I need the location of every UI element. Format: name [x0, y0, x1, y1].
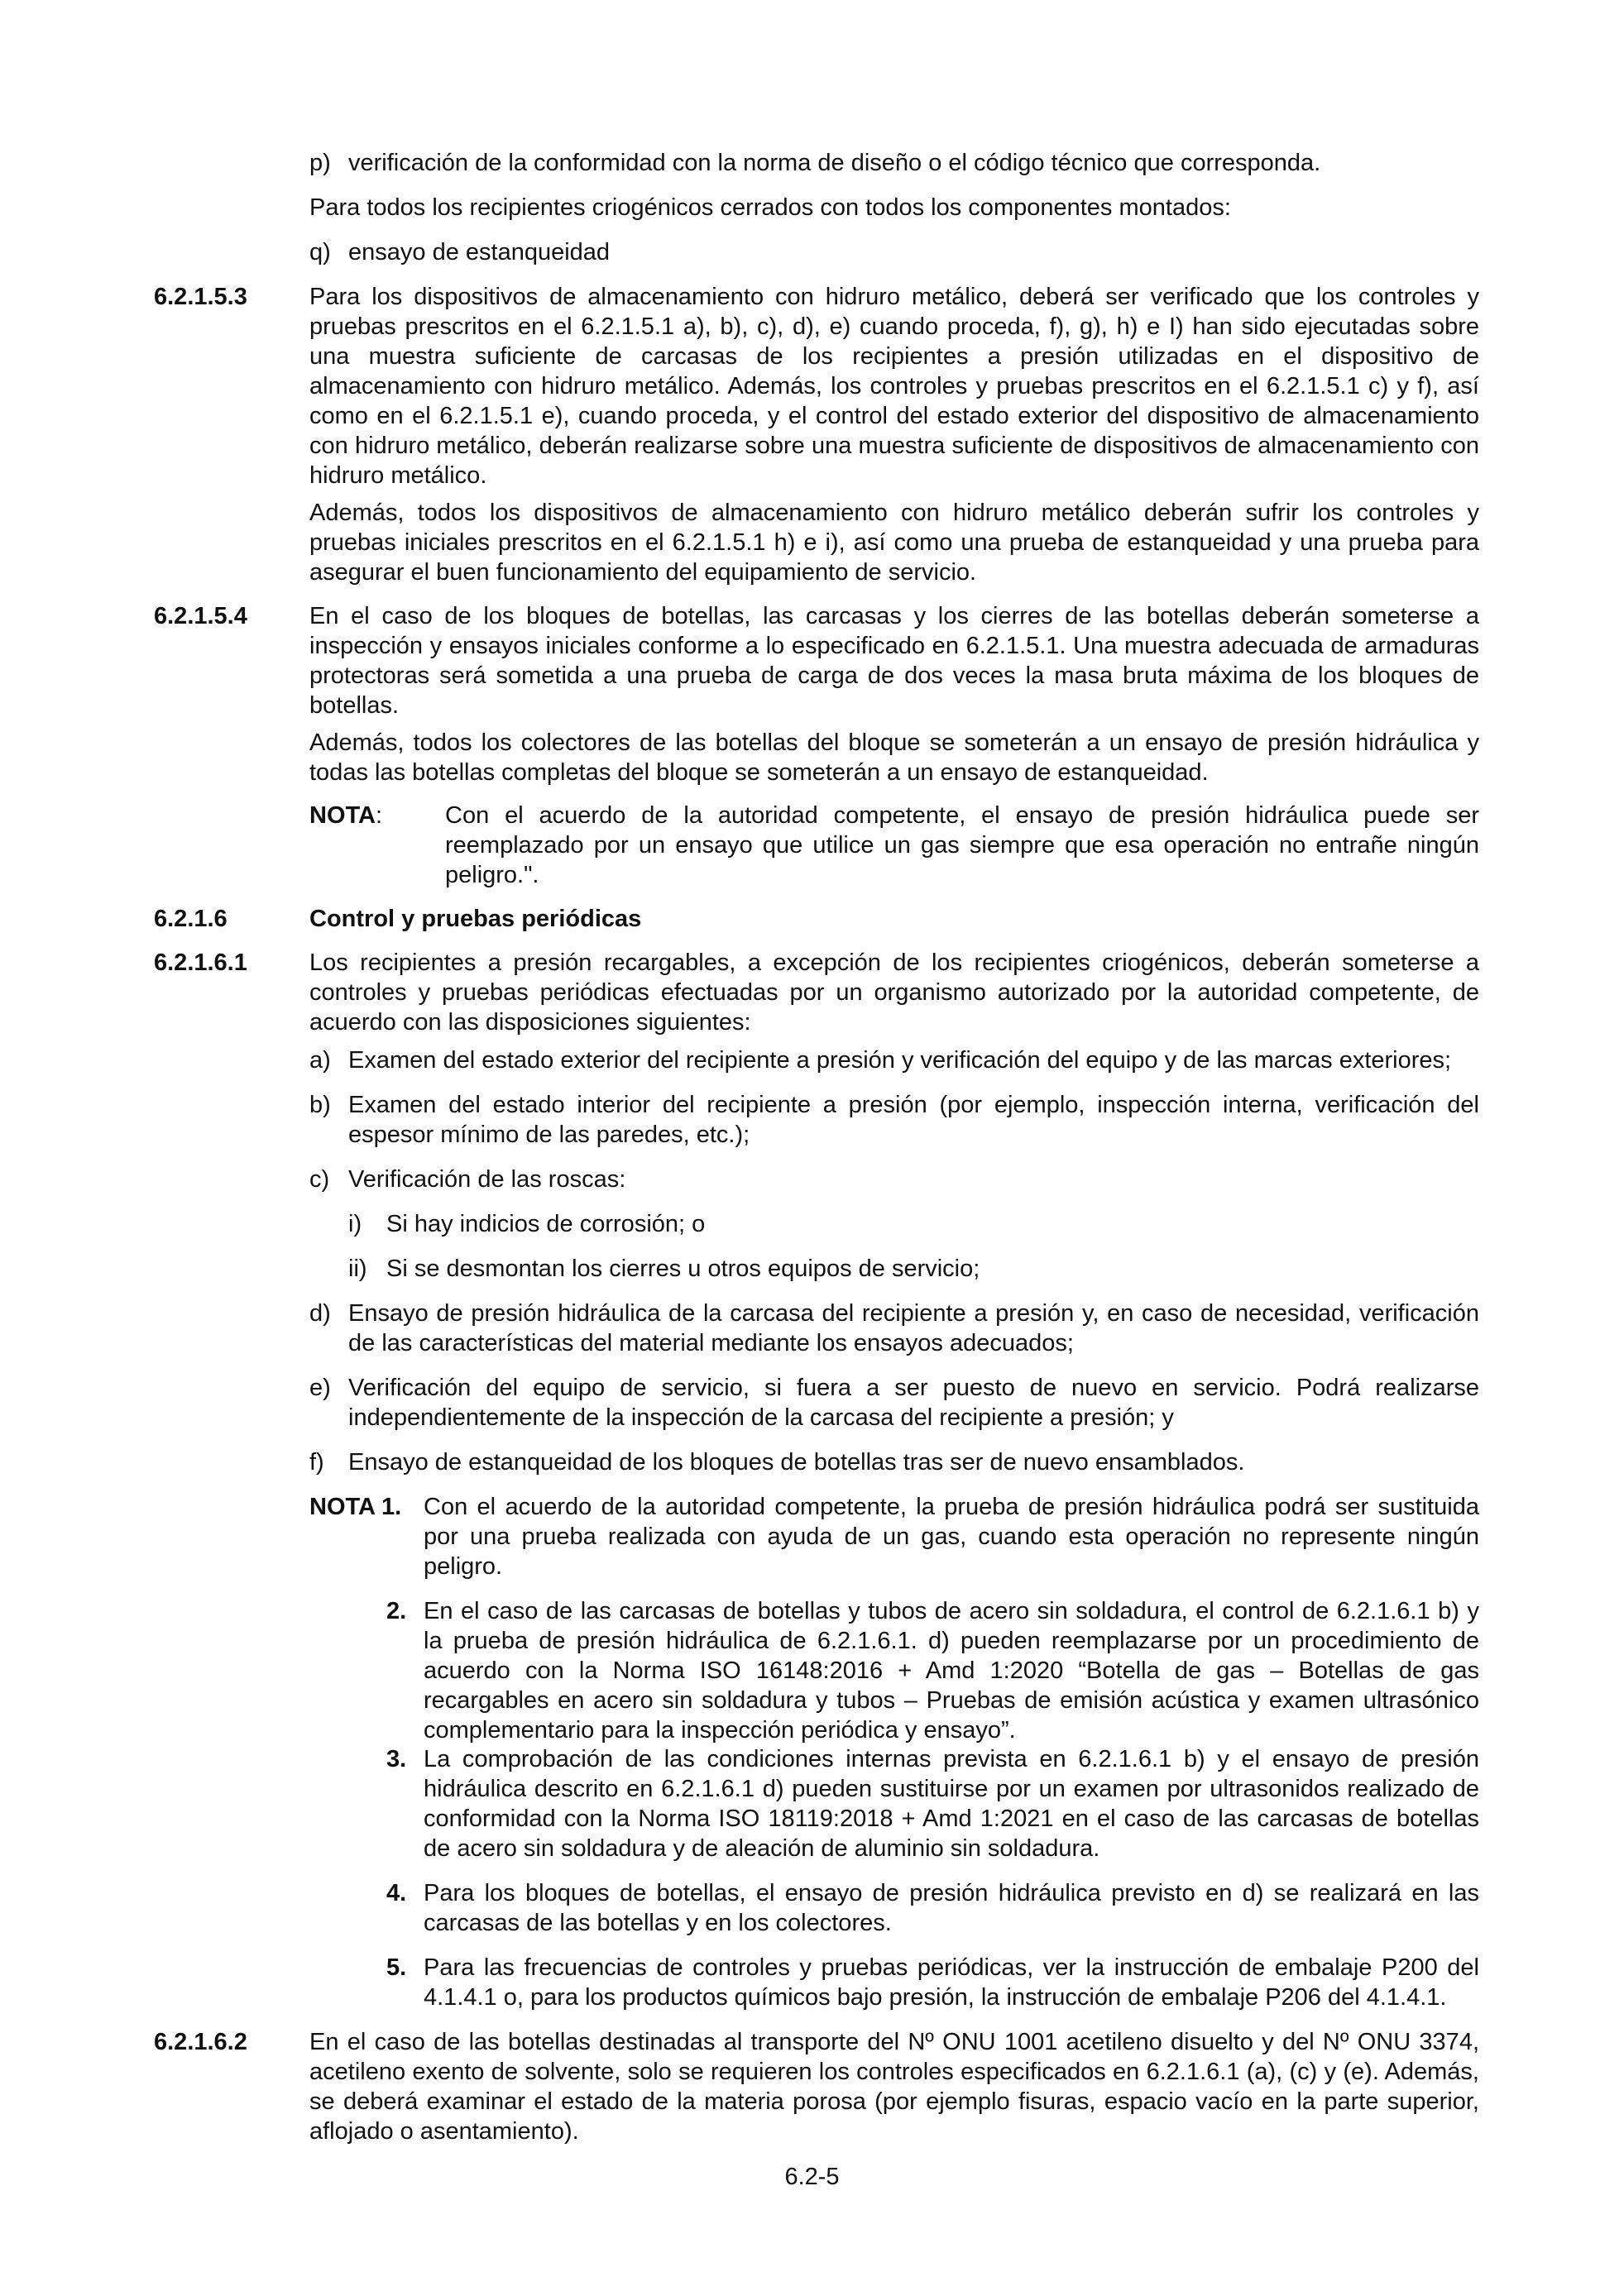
section-number: 6.2.1.5.4	[154, 603, 247, 629]
item-label: e)	[309, 1375, 331, 1401]
section-number: 6.2.1.6	[154, 906, 228, 932]
item-text: Verificación de las roscas:	[348, 1166, 626, 1193]
item-label: a)	[309, 1047, 331, 1074]
item-label: c)	[309, 1166, 330, 1193]
subitem-text: Si se desmontan los cierres u otros equipos de servicio;	[386, 1256, 980, 1282]
note-number: 5.	[386, 1954, 407, 1981]
paragraph: Para los dispositivos de almacenamiento con hidruro metálico, deberá ser verificado que los controles y pruebas prescritos en el 6.2.1.5.1 a), b), c), d), e) cuando proceda, f), g), h) e I) han sido ejecutadas sobre una muestra suficiente de carcasas de los recipientes a presión utilizadas en el dispositivo de almacenamiento con hidruro metálico. Además, los controles y pruebas prescritos en el 6.2.1.5.1 c) y f), así como en el 6.2.1.5.1 e), cuando proceda, y el control del estado exterior del dispositivo de almacenamiento con hidruro metálico, deberán realizarse sobre una muestra suficiente de dispositivos de almacenamiento con hidruro metálico.	[309, 284, 1479, 489]
section-title: Control y pruebas periódicas	[309, 906, 642, 932]
page-number: 6.2-5	[784, 2164, 840, 2190]
note-number: 3.	[386, 1746, 407, 1772]
note-text: En el caso de las carcasas de botellas y tubos de acero sin soldadura, el control de 6.2.1.6.1 b) y la prueba de presión hidráulica de 6.2.1.6.1. d) pueden reemplazarse por un procedimiento de acuerdo con la Norma ISO 16148:2016 + Amd 1:2020 “Botella de gas – Botellas de gas recargables en acero sin soldadura y tubos – Pruebas de emisión acústica y examen ultrasónico complementario para la inspección periódica y ensayo”.	[424, 1598, 1479, 1744]
note-colon: :	[376, 802, 383, 829]
item-label: d)	[309, 1300, 331, 1327]
note-text: Con el acuerdo de la autoridad competente, el ensayo de presión hidráulica puede ser reemplazado por un ensayo que utilice un gas siempre que esa operación no entrañe ningún peligro.".	[445, 802, 1479, 888]
item-label: f)	[309, 1449, 324, 1476]
subitem-label: i)	[348, 1211, 362, 1237]
section-number: 6.2.1.6.1	[154, 949, 247, 976]
item-text: verificación de la conformidad con la norma de diseño o el código técnico que corresponda.	[348, 150, 1321, 176]
notes-label: NOTA 1.	[309, 1494, 402, 1520]
item-label: p)	[309, 150, 331, 176]
paragraph: Además, todos los colectores de las botellas del bloque se someterán a un ensayo de presión hidráulica y todas las botellas completas del bloque se someterán a un ensayo de estanqueidad.	[309, 729, 1479, 786]
section-number: 6.2.1.5.3	[154, 284, 247, 310]
paragraph: Para todos los recipientes criogénicos cerrados con todos los componentes montados:	[309, 194, 1231, 221]
item-label: b)	[309, 1092, 331, 1118]
item-text: Examen del estado exterior del recipiente a presión y verificación del equipo y de las marcas exteriores;	[348, 1047, 1452, 1074]
note-text: Con el acuerdo de la autoridad competente, la prueba de presión hidráulica podrá ser sustituida por una prueba realizada con ayuda de un gas, cuando esta operación no represente ningún peligro.	[424, 1494, 1479, 1580]
section-number: 6.2.1.6.2	[154, 2029, 247, 2055]
subitem-label: ii)	[348, 1256, 367, 1282]
item-text: Verificación del equipo de servicio, si fuera a ser puesto de nuevo en servicio. Podrá realizarse independientemente de la inspección de la carcasa del recipiente a presión; y	[348, 1375, 1479, 1431]
note-number: 4.	[386, 1880, 407, 1906]
item-text: Ensayo de presión hidráulica de la carcasa del recipiente a presión y, en caso de necesidad, verificación de las características del material mediante los ensayos adecuados;	[348, 1300, 1479, 1356]
paragraph: En el caso de las botellas destinadas al transporte del Nº ONU 1001 acetileno disuelto y del Nº ONU 3374, acetileno exento de solvente, solo se requieren los controles especificados en 6.2.1.6.1 (a), (c) y (e). Además, se deberá examinar el estado de la materia porosa (por ejemplo fisuras, espacio vacío en la parte superior, aflojado o asentamiento).	[309, 2029, 1479, 2145]
subitem-text: Si hay indicios de corrosión; o	[386, 1211, 706, 1237]
note-number: 2.	[386, 1598, 407, 1624]
paragraph: En el caso de los bloques de botellas, las carcasas y los cierres de las botellas deberán someterse a inspección y ensayos iniciales conforme a lo especificado en 6.2.1.5.1. Una muestra adecuada de armaduras protectoras será sometida a una prueba de carga de dos veces la masa bruta máxima de los bloques de botellas.	[309, 603, 1479, 719]
item-text: Examen del estado interior del recipiente a presión (por ejemplo, inspección interna, verificación del espesor mínimo de las paredes, etc.);	[348, 1092, 1479, 1148]
note-label	[309, 801, 382, 830]
item-text: Ensayo de estanqueidad de los bloques de botellas tras ser de nuevo ensamblados.	[348, 1449, 1245, 1476]
item-label: q)	[309, 239, 331, 265]
paragraph: Los recipientes a presión recargables, a excepción de los recipientes criogénicos, deberán someterse a controles y pruebas periódicas efectuadas por un organismo autorizado por la autoridad competente, de acuerdo con las disposiciones siguientes:	[309, 949, 1479, 1036]
note-text: La comprobación de las condiciones internas prevista en 6.2.1.6.1 b) y el ensayo de presión hidráulica descrito en 6.2.1.6.1 d) pueden sustituirse por un examen por ultrasonidos realizado de conformidad con la Norma ISO 18119:2018 + Amd 1:2021 en el caso de las carcasas de botellas de acero sin soldadura y de aleación de aluminio sin soldadura.	[424, 1746, 1479, 1862]
paragraph: Además, todos los dispositivos de almacenamiento con hidruro metálico deberán sufrir los controles y pruebas iniciales prescritos en el 6.2.1.5.1 h) e i), así como una prueba de estanqueidad y una prueba para asegurar el buen funcionamiento del equipamiento de servicio.	[309, 500, 1479, 586]
note-text: Para los bloques de botellas, el ensayo de presión hidráulica previsto en d) se realizará en las carcasas de las botellas y en los colectores.	[424, 1880, 1479, 1936]
item-text: ensayo de estanqueidad	[348, 239, 611, 265]
note-label-text: NOTA	[309, 802, 376, 829]
note-text: Para las frecuencias de controles y pruebas periódicas, ver la instrucción de embalaje P200 del 4.1.4.1 o, para los productos químicos bajo presión, la instrucción de embalaje P206 del 4.1.4.1.	[424, 1954, 1479, 2011]
